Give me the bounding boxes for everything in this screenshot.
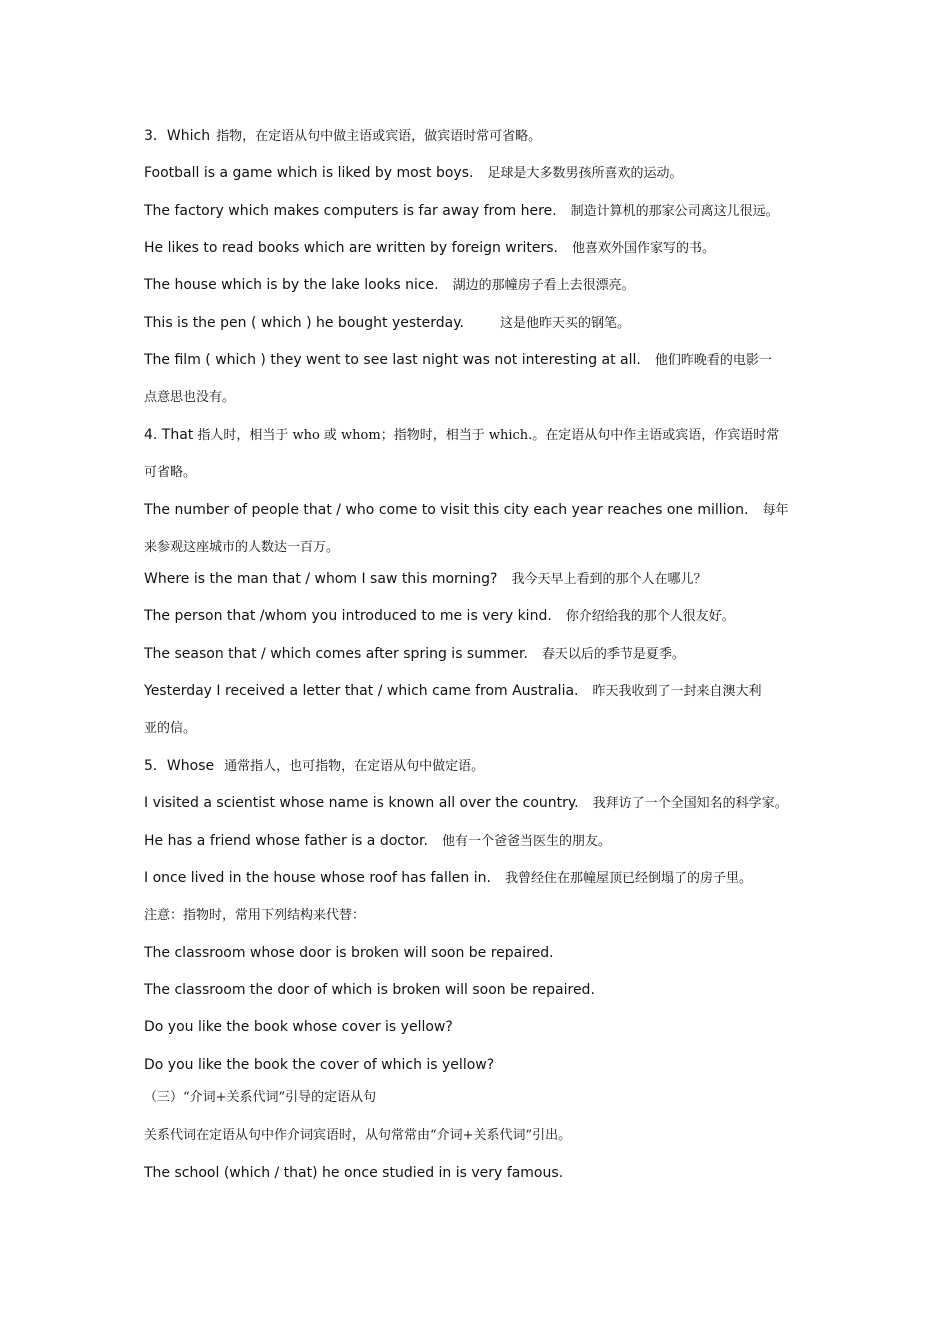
chinese-text: 我拜访了一个全国知名的科学家。: [592, 796, 788, 811]
text-line: [144, 274, 850, 296]
text-line: [144, 605, 850, 627]
chinese-text: 注意：指物时，常用下列结构来代替：: [144, 908, 366, 923]
text-line: [144, 312, 850, 334]
text-line: [144, 643, 850, 665]
text-line: [144, 461, 850, 483]
text-line: [144, 717, 850, 739]
text-line: [144, 942, 850, 964]
english-text: I once lived in the house whose roof has fallen in.: [144, 870, 491, 886]
text-line: [144, 792, 850, 814]
text-line: [144, 386, 850, 408]
text-line: [144, 162, 850, 184]
chinese-text: 指人时，相当于 who 或 whom；指物时，相当于 which.。在定语从句中作主语或宾语，作宾语时常: [197, 428, 780, 443]
text-line: [144, 349, 850, 371]
chinese-text: 关系代词在定语从句中作介词宾语时，从句常常由“介词+关系代词”引出。: [144, 1128, 572, 1143]
text-line: [144, 867, 850, 889]
english-text: Where is the man that / whom I saw this morning?: [144, 571, 498, 587]
text-line: [144, 499, 850, 521]
english-text: This is the pen ( which ) he bought yesterday.: [144, 315, 464, 331]
text-line: [144, 1162, 850, 1184]
chinese-text: 春天以后的季节是夏季。: [541, 647, 685, 662]
english-text: Football is a game which is liked by most boys.: [144, 165, 474, 181]
text-line: [144, 1124, 850, 1146]
english-text: The factory which makes computers is far away from here.: [144, 203, 557, 219]
english-text: The classroom the door of which is broken will soon be repaired.: [144, 982, 595, 998]
chinese-text: 他喜欢外国作家写的书。: [572, 241, 716, 256]
english-text: The film ( which ) they went to see last night was not interesting at all.: [144, 352, 641, 368]
chinese-text: 足球是大多数男孩所喜欢的运动。: [487, 166, 683, 181]
text-line: [144, 830, 850, 852]
text-line: [144, 904, 850, 926]
english-text: The house which is by the lake looks nice.: [144, 277, 439, 293]
english-text: The number of people that / who come to visit this city each year reaches one million.: [144, 502, 749, 518]
chinese-text: 你介绍给我的那个人很友好。: [565, 609, 735, 624]
chinese-text: 亚的信。: [144, 721, 197, 736]
chinese-text: 他们昨晚看的电影一: [654, 353, 772, 368]
chinese-text: 他有一个爸爸当医生的朋友。: [441, 834, 611, 849]
chinese-text: （三）“介词+关系代词”引导的定语从句: [144, 1090, 377, 1105]
chinese-text: 湖边的那幢房子看上去很漂亮。: [452, 278, 635, 293]
english-text: He has a friend whose father is a doctor.: [144, 833, 428, 849]
english-text: Do you like the book the cover of which is yellow?: [144, 1057, 495, 1073]
chinese-text: 制造计算机的那家公司离这儿很远。: [570, 204, 779, 219]
english-text: 4. That: [144, 427, 194, 443]
chinese-text: 通常指人，也可指物，在定语从句中做定语。: [224, 759, 485, 774]
text-line: [144, 1054, 850, 1076]
text-line: [144, 1086, 850, 1108]
english-text: I visited a scientist whose name is known all over the country.: [144, 795, 579, 811]
chinese-text: 指物，在定语从句中做主语或宾语，做宾语时常可省略。: [216, 129, 542, 144]
chinese-text: 我曾经住在那幢屋顶已经倒塌了的房子里。: [504, 871, 752, 886]
english-text: The person that /whom you introduced to me is very kind.: [144, 608, 552, 624]
text-line: [144, 1016, 850, 1038]
text-line: [144, 237, 850, 259]
text-line: [144, 200, 850, 222]
english-text: The classroom whose door is broken will soon be repaired.: [144, 945, 554, 961]
english-text: The school (which / that) he once studied in is very famous.: [144, 1165, 564, 1181]
text-line: [144, 568, 850, 590]
text-line: [144, 979, 850, 1001]
english-text: Yesterday I received a letter that / which came from Australia.: [144, 683, 579, 699]
text-line: [144, 536, 850, 558]
chinese-text: 每年: [762, 503, 789, 518]
text-line: [144, 755, 850, 777]
english-text: 3．Which: [144, 128, 211, 144]
chinese-text: 点意思也没有。: [144, 390, 236, 405]
chinese-text: 我今天早上看到的那个人在哪儿？: [511, 572, 707, 587]
text-line: [144, 680, 850, 702]
english-text: The season that / which comes after spring is summer.: [144, 646, 528, 662]
chinese-text: 昨天我收到了一封来自澳大利: [592, 684, 762, 699]
english-text: Do you like the book whose cover is yellow?: [144, 1019, 453, 1035]
chinese-text: 这是他昨天买的钢笔。: [499, 316, 630, 331]
chinese-text: 可省略。: [144, 465, 197, 480]
english-text: 5．Whose: [144, 758, 215, 774]
text-line: [144, 125, 850, 147]
english-text: He likes to read books which are written by foreign writers.: [144, 240, 558, 256]
chinese-text: 来参观这座城市的人数达一百万。: [144, 540, 340, 555]
text-line: [144, 424, 850, 446]
